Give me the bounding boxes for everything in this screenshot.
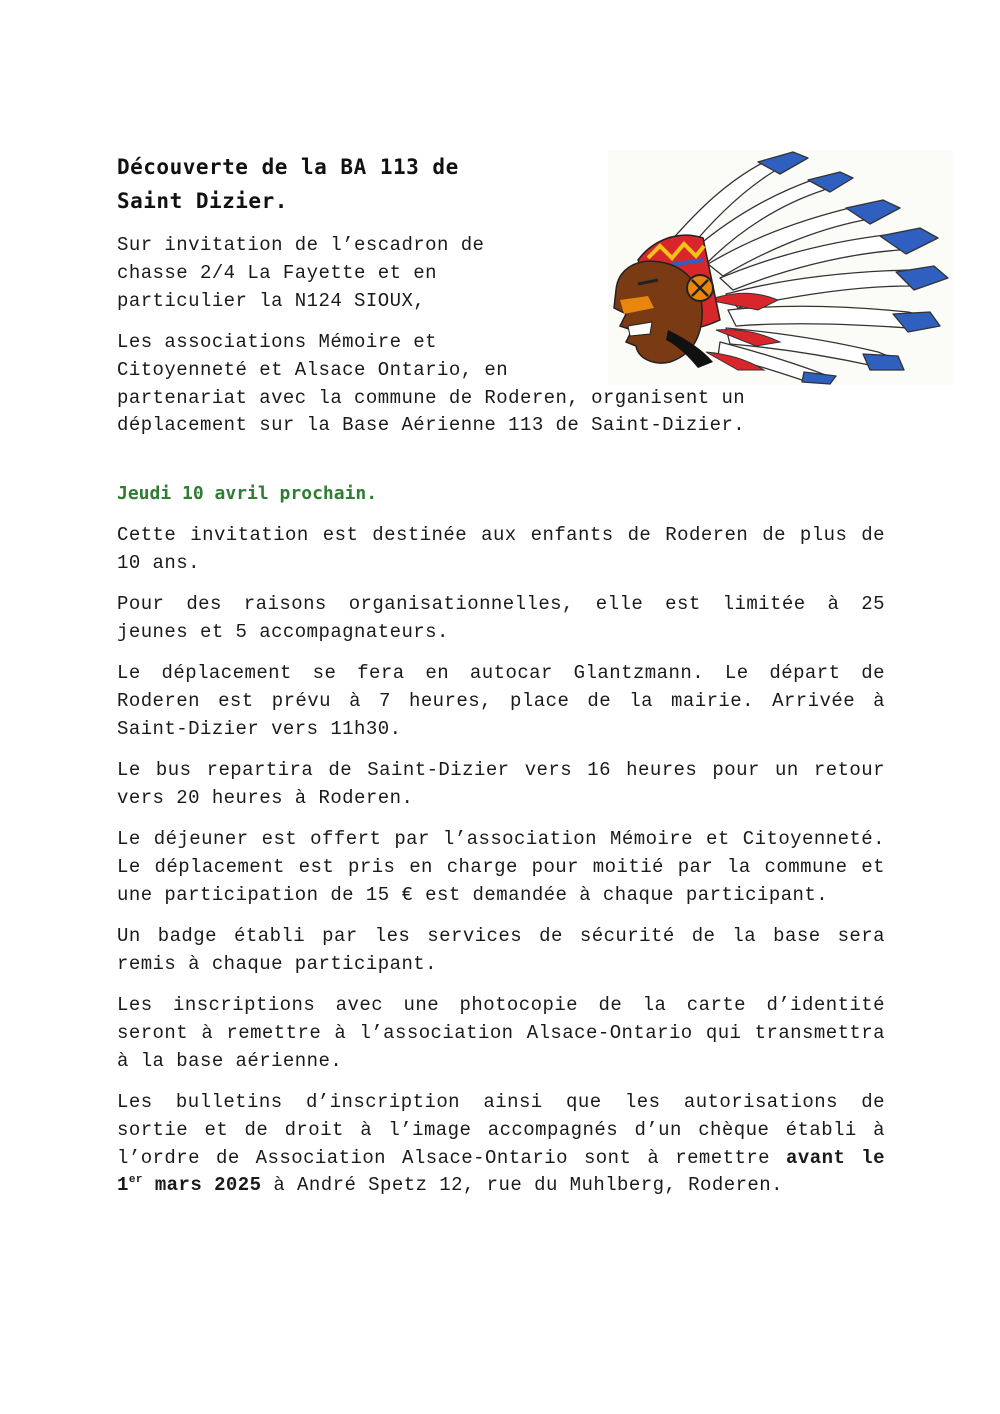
deadline-part: mars 2025 [142, 1174, 262, 1197]
registration-text: Les bulletins d’inscription ainsi que les autorisations de sortie et de droit à l’image accompagnés d’un chèque établi à l’ordre de Association Alsace-Ontario sont à remettre [117, 1091, 885, 1169]
intro1-line: chasse 2/4 La Fayette et en [117, 261, 437, 284]
intro2-line: partenariat avec la commune de Roderen, organisent un [117, 386, 746, 409]
document-title [117, 150, 557, 218]
native-headdress-icon [608, 150, 953, 385]
intro-paragraph-1 [117, 232, 557, 315]
title-line-1: Découverte de la BA 113 de [117, 155, 459, 179]
address-text: à André Spetz 12, rue du Muhlberg, Roderen. [261, 1174, 783, 1197]
paragraph: Cette invitation est destinée aux enfants de Roderen de plus de 10 ans. [117, 524, 885, 574]
event-date: Jeudi 10 avril prochain. [117, 483, 378, 504]
paragraph: Pour des raisons organisationnelles, elle est limitée à 25 jeunes et 5 accompagnateurs. [117, 593, 885, 643]
intro2-line: déplacement sur la Base Aérienne 113 de Saint-Dizier. [117, 414, 746, 437]
paragraph: Le déjeuner est offert par l’association Mémoire et Citoyenneté. Le déplacement est pris en charge pour moitié par la commune et une participation de 15 € est demandée à chaque participant. [117, 828, 885, 906]
paragraph: Les inscriptions avec une photocopie de la carte d’identité seront à remettre à l’association Alsace-Ontario qui transmettra à la base aérienne. [117, 994, 885, 1072]
title-line-2: Saint Dizier. [117, 189, 288, 213]
intro2-line: Citoyenneté et Alsace Ontario, en [117, 358, 509, 381]
paragraph: Le bus repartira de Saint-Dizier vers 16 heures pour un retour vers 20 heures à Roderen. [117, 759, 885, 809]
paragraph: Un badge établi par les services de sécurité de la base sera remis à chaque participant. [117, 925, 885, 975]
intro2-line: Les associations Mémoire et [117, 331, 437, 353]
deadline-part: avant le 1 [117, 1146, 885, 1197]
document-body [117, 522, 885, 1214]
deadline-ordinal: er [128, 1174, 143, 1187]
paragraph-registration [117, 1089, 885, 1200]
paragraph: Le déplacement se fera en autocar Glantzmann. Le départ de Roderen est prévu à 7 heures, place de la mairie. Arrivée à Saint-Dizier vers 11h30. [117, 662, 885, 740]
intro1-line: particulier la N124 SIOUX, [117, 289, 426, 312]
intro1-line: Sur invitation de l’escadron de [117, 234, 485, 256]
